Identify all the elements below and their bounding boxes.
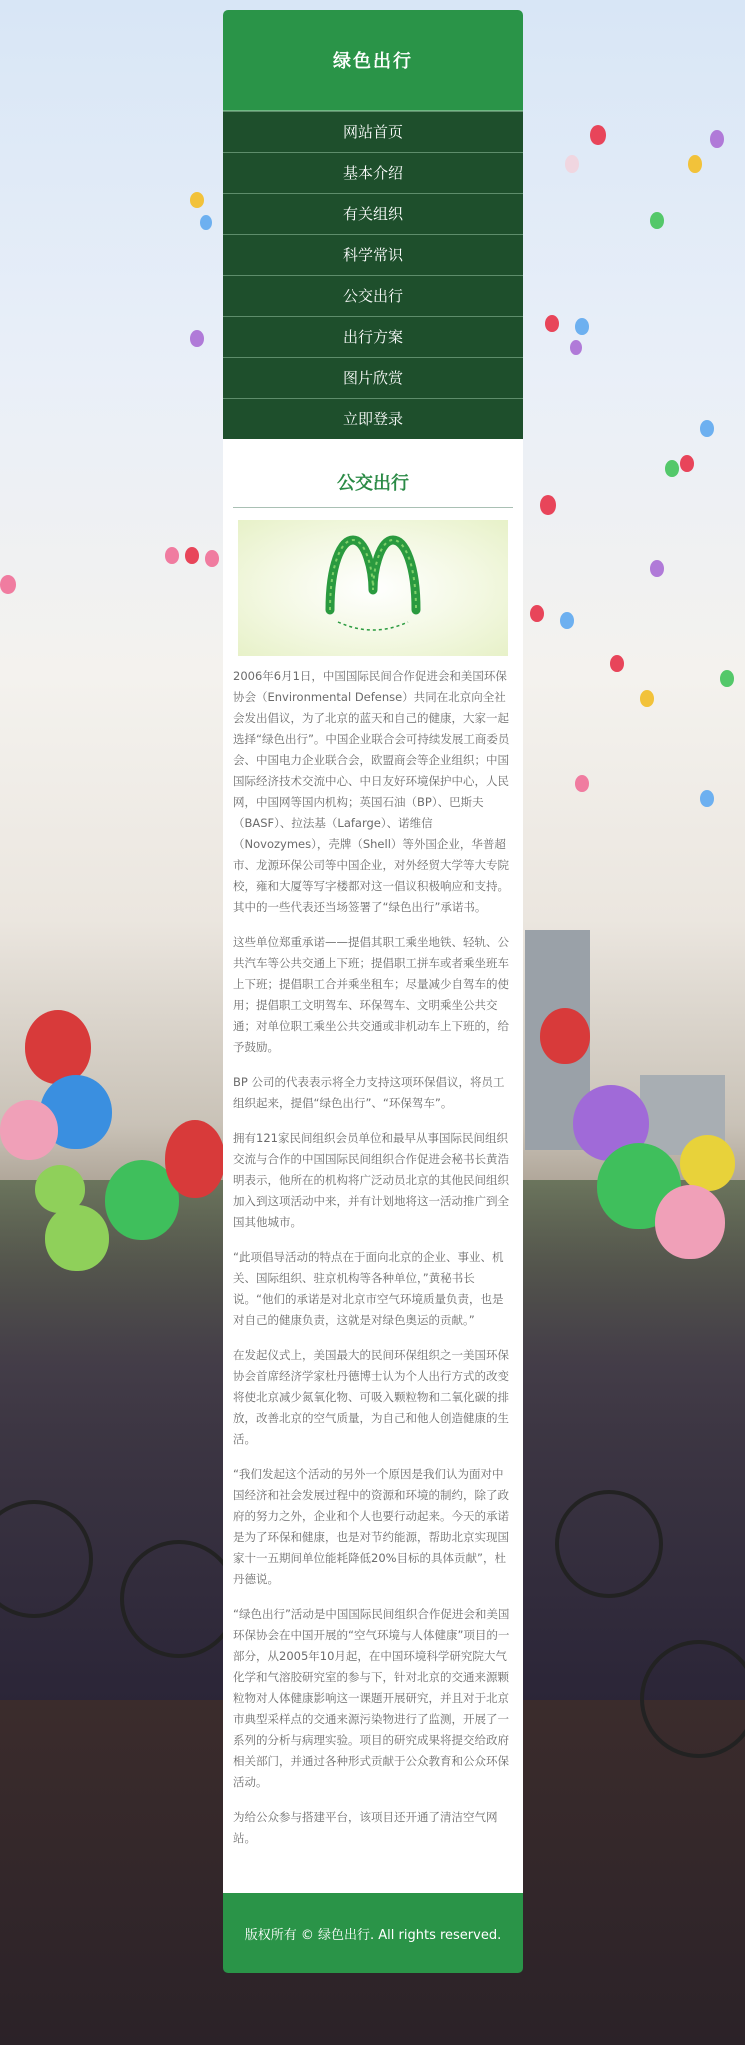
balloon [200, 215, 212, 230]
nav-item-gallery[interactable]: 图片欣赏 [223, 357, 523, 398]
article-paragraph: “我们发起这个活动的另外一个原因是我们认为面对中国经济和社会发展过程中的资源和环境的制约，除了政府的努力之外，企业和个人也要行动起来。今天的承诺是为了环保和健康，也是对节约能源，帮助北京实现国家十一五期间单位能耗降低20%目标的具体贡献”，杜丹德说。 [233, 1467, 509, 1586]
bicycle-wheel [120, 1540, 238, 1658]
article-paragraph: “此项倡导活动的特点在于面向北京的企业、事业、机关、国际组织、驻京机构等各种单位，”黄秘书长说。“他们的承诺是对北京市空气环境质量负责，也是对自己的健康负责，这就是对绿色奥运的贡献。” [233, 1250, 504, 1327]
green-travel-logo [238, 520, 508, 656]
balloon [530, 605, 544, 622]
bicycle-wheel [555, 1490, 663, 1598]
main-content [223, 439, 523, 1893]
balloon [165, 547, 179, 564]
balloon [640, 690, 654, 707]
heading-divider [233, 507, 513, 508]
balloon [650, 212, 664, 229]
leaf-m-icon [238, 520, 508, 656]
balloon [190, 192, 204, 208]
balloon [680, 455, 694, 472]
page-container [223, 10, 523, 1973]
balloon [680, 1135, 735, 1191]
balloon [575, 318, 589, 335]
balloon [540, 1008, 590, 1064]
balloon [700, 790, 714, 807]
balloon [710, 130, 724, 148]
balloon [720, 670, 734, 687]
balloon [165, 1120, 225, 1198]
copyright-text: 版权所有 © 绿色出行. All rights reserved. [244, 1927, 502, 1943]
article-paragraph: “绿色出行”活动是中国国际民间组织合作促进会和美国环保协会在中国开展的“空气环境与人体健康”项目的一部分，从2005年10月起，在中国环境科学研究院大气化学和气溶胶研究室的参与下，针对北京的交通来源颗粒物对人体健康影响这一课题开展研究，并且对于北京市典型采样点的交通来源污染物进行了监测，开展了一系列的分析与病理实验。项目的研究成果将提交给政府相关部门，并通过各种形式贡献于公众教育和公众环保活动。 [233, 1607, 510, 1789]
balloon [688, 155, 702, 173]
article-paragraph: 这些单位郑重承诺——提倡其职工乘坐地铁、轻轨、公共汽车等公共交通上下班；提倡职工拼车或者乘坐班车上下班；提倡职工合并乘坐租车；尽量减少自驾车的使用；提倡职工文明驾车、环保驾车、文明乘坐公共交通；对单位职工乘坐公共交通或非机动车上下班的，给予鼓励。 [233, 935, 509, 1054]
balloon [665, 460, 679, 477]
article-paragraph: 拥有121家民间组织会员单位和最早从事国际民间组织交流与合作的中国国际民间组织合作促进会秘书长黄浩明表示，他所在的机构将广泛动员北京的其他民间组织加入到这项活动中来，并有计划地将这一活动推广到全国其他城市。 [233, 1131, 509, 1229]
balloon [655, 1185, 725, 1259]
balloon [0, 575, 16, 594]
site-header [223, 10, 523, 111]
page-heading: 公交出行 [337, 473, 409, 494]
balloon [545, 315, 559, 332]
article-paragraph: 2006年6月1日，中国国际民间合作促进会和美国环保协会（Environmental Defense）共同在北京向全社会发出倡议，为了北京的蓝天和自己的健康，大家一起选择“绿色出行”。中国企业联合会可持续发展工商委员会、中国电力企业联合会，欧盟商会等企业组织；中国国际经济技术交流中心、中日友好环境保护中心，人民网，中国网等国内机构；英国石油（BP）、巴斯夫（BASF）、拉法基（Lafarge）、诺维信（Novozymes），壳牌（Shell）等外国企业，华普超市、龙源环保公司等中国企业，对外经贸大学等大专院校，雍和大厦等写字楼都对这一倡议积极响应和支持。其中的一些代表还当场签署了“绿色出行”承诺书。 [233, 669, 510, 914]
article-paragraph: 在发起仪式上，美国最大的民间环保组织之一美国环保协会首席经济学家杜丹德博士认为个人出行方式的改变将使北京减少氮氧化物、可吸入颗粒物和二氧化碳的排放，改善北京的空气质量，为自己和他人创造健康的生活。 [233, 1348, 509, 1446]
balloon [700, 420, 714, 437]
nav-item-introduction[interactable]: 基本介绍 [223, 152, 523, 193]
balloon [565, 155, 579, 173]
balloon [540, 495, 556, 515]
balloon [575, 775, 589, 792]
article-paragraph: 为给公众参与搭建平台，该项目还开通了清洁空气网站。 [233, 1810, 498, 1845]
balloon [590, 125, 606, 145]
balloon [570, 340, 582, 355]
balloon [45, 1205, 109, 1271]
balloon [0, 1100, 58, 1160]
nav-item-home[interactable]: 网站首页 [223, 111, 523, 152]
site-footer [223, 1893, 523, 1973]
nav-item-science[interactable]: 科学常识 [223, 234, 523, 275]
balloon [650, 560, 664, 577]
main-nav [223, 111, 523, 439]
nav-item-organizations[interactable]: 有关组织 [223, 193, 523, 234]
nav-item-login[interactable]: 立即登录 [223, 398, 523, 439]
site-title: 绿色出行 [333, 51, 413, 72]
balloon [35, 1165, 85, 1213]
balloon [560, 612, 574, 629]
balloon [610, 655, 624, 672]
balloon [190, 330, 204, 347]
balloon [205, 550, 219, 567]
balloon [25, 1010, 91, 1084]
nav-item-travel-plans[interactable]: 出行方案 [223, 316, 523, 357]
article-paragraph: BP 公司的代表表示将全力支持这项环保倡议，将员工组织起来，提倡“绿色出行”、“环保驾车”。 [233, 1075, 505, 1110]
nav-item-public-transit[interactable]: 公交出行 [223, 275, 523, 316]
balloon [185, 547, 199, 564]
